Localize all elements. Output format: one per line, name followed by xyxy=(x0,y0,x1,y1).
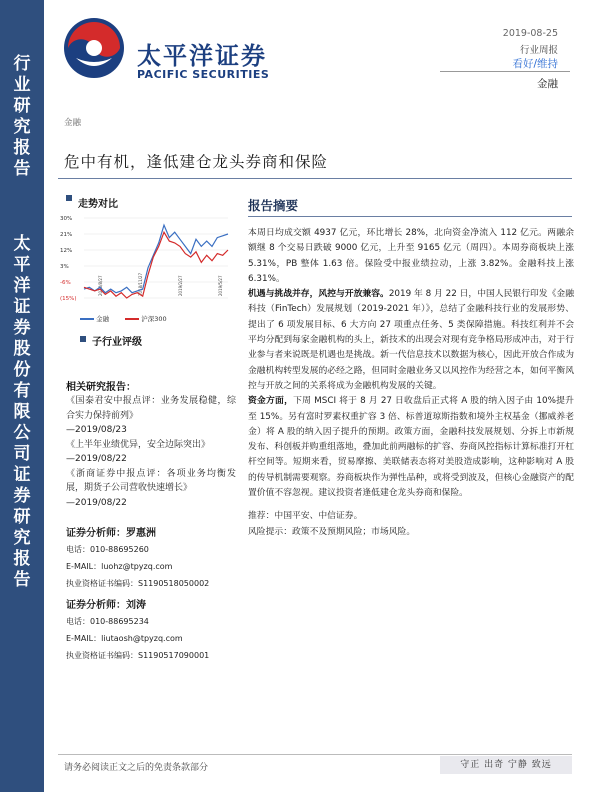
analyst-email[interactable]: E-MAIL：liutaosh@tpyzq.com xyxy=(66,634,183,643)
bottom-char: 研 xyxy=(13,507,31,527)
bottom-char: 司 xyxy=(13,444,31,464)
analyst-email[interactable]: E-MAIL：luohz@tpyzq.com xyxy=(66,562,173,571)
legend-swatch-hs300 xyxy=(125,318,139,320)
related-item: —2019/08/22 xyxy=(66,454,127,464)
footer-divider xyxy=(58,754,572,755)
top-char: 研 xyxy=(13,96,31,116)
analyst-card xyxy=(66,600,241,667)
top-char: 报 xyxy=(13,138,31,158)
legend-swatch-finance xyxy=(80,318,94,320)
analyst-name: 证券分析师：刘涛 xyxy=(66,600,146,611)
y-tick-label: 12% xyxy=(60,248,73,254)
summary-lead: 机遇与挑战并存，风控与开放兼容。 xyxy=(248,289,389,300)
sidebar-band-top xyxy=(0,0,44,188)
bottom-char: 太 xyxy=(13,234,31,254)
title-divider xyxy=(58,178,572,179)
related-list xyxy=(66,394,236,510)
sidebar-report-category xyxy=(0,54,44,180)
related-heading: 相关研究报告： xyxy=(66,382,136,393)
bottom-char: 报 xyxy=(13,549,31,569)
top-char: 业 xyxy=(13,75,31,95)
summary-body xyxy=(248,226,574,540)
top-char: 行 xyxy=(13,54,31,74)
x-tick-label: 2019/2/27 xyxy=(178,275,183,296)
bottom-char: 证 xyxy=(13,297,31,317)
x-tick-label: 2019/5/27 xyxy=(218,275,223,296)
summary-paragraph xyxy=(248,287,574,394)
related-item[interactable]: 《上半年业绩优异，安全边际突出》 xyxy=(66,439,211,450)
trend-chart xyxy=(58,208,236,308)
x-tick-label: 2018/8/27 xyxy=(98,275,103,296)
bottom-char: 平 xyxy=(13,255,31,275)
y-tick-label: -6% xyxy=(60,280,71,286)
y-tick-label: 30% xyxy=(60,216,73,222)
trend-heading: 走势对比 xyxy=(78,199,118,210)
bottom-char: 公 xyxy=(13,423,31,443)
logo-text-cn: 太平洋证券 xyxy=(137,42,267,70)
sector-tag: 金融 xyxy=(64,118,82,128)
logo-icon xyxy=(60,14,128,82)
logo-text-en: PACIFIC SECURITIES xyxy=(137,68,270,81)
sub-rating-heading: 子行业评级 xyxy=(92,337,142,348)
header-divider xyxy=(440,71,570,72)
report-type: 行业周报 xyxy=(519,45,558,56)
bottom-char: 限 xyxy=(13,402,31,422)
top-char: 究 xyxy=(13,117,31,137)
bullet-icon xyxy=(66,195,72,201)
analyst-card xyxy=(66,528,241,595)
recommendation: 推荐：中国平安、中信证券。 xyxy=(248,511,363,522)
footer-disclaimer[interactable]: 请务必阅读正文之后的免责条款部分 xyxy=(64,763,209,773)
footer-motto: 守正 出奇 宁静 致远 xyxy=(440,756,572,774)
summary-text: 2019 年 8 月 22 日，中国人民银行印发《金融科技（FinTech）发展规划（2019-2021 年）》，总结了金融科技行业的发展形势、提出了 6 项发展目标、6 大方向 27 项重点任务、5 类保障措施。科技红利并不会平均分配到每家金融机构的头上，新技术的出现会对现有竞争格局形成冲击，对于行业参与者来说既是机遇也是挑战。新一代信息技术以数据为核心，因此开放合作成为金融机构转型发展的必经之路，但同时金融业务又以风控作为经营之本，如何平衡风控与开放之间的关系将成为金融机构发展的关键。 xyxy=(248,289,574,391)
summary-paragraph xyxy=(248,394,574,501)
analyst-cert: 执业资格证书编码：S1190517090001 xyxy=(66,651,210,660)
bullet-icon xyxy=(80,336,86,342)
y-tick-label: (15%) xyxy=(60,296,77,302)
sidebar-band-bottom xyxy=(0,188,44,792)
bottom-char: 券 xyxy=(13,486,31,506)
risk-warning: 风险提示：政策不及预期风险；市场风险。 xyxy=(248,526,416,537)
summary-text: 下周 MSCI 将于 8 月 27 日收盘后正式将 A 股的纳入因子由 10%提升至 15%。另有富时罗素权重扩容 3 倍、标普道琼斯指数和境外主权基金（挪威养老金）将 A 股的纳入因子提升的预期。政策方面，金融科技发展规划、分拆上市新规发布、科创板并购重组落地，叠加此前两融标的扩容、券商风控指标计算标准打开杠杆空间等。短期来看，贸易摩擦、美联储表态将对美股造成影响，这种影响对 A 股的传导机制需要观察。券商板块作为弹性品种，或将受到波及，但核心金融资产的配置价值不容忽视。建议投资者逢低建仓龙头券商和保险。 xyxy=(248,396,574,499)
related-item: —2019/08/23 xyxy=(66,425,127,435)
bottom-char: 证 xyxy=(13,465,31,485)
analyst-cert: 执业资格证书编码：S1190518050002 xyxy=(66,579,210,588)
summary-heading: 报告摘要 xyxy=(248,198,299,213)
page-title: 危中有机，逢低建仓龙头券商和保险 xyxy=(64,153,329,171)
legend-label-finance: 金融 xyxy=(96,315,110,323)
y-tick-label: 3% xyxy=(60,264,69,270)
y-tick-label: 21% xyxy=(60,232,73,238)
bottom-char: 有 xyxy=(13,381,31,401)
chart-legend xyxy=(80,314,167,323)
related-item[interactable]: 《国泰君安中报点评：业务发展稳健，综合实力保持前列》 xyxy=(66,396,236,421)
analyst-phone: 电话：010-88695260 xyxy=(66,545,149,554)
bottom-char: 份 xyxy=(13,360,31,380)
industry-label: 金融 xyxy=(537,78,558,90)
x-tick-label: 2018/11/27 xyxy=(138,272,143,296)
bottom-char: 券 xyxy=(13,318,31,338)
top-char: 告 xyxy=(13,159,31,179)
related-item: —2019/08/22 xyxy=(66,497,127,508)
bottom-char: 告 xyxy=(13,570,31,590)
summary-paragraph: 本周日均成交额 4937 亿元，环比增长 28%，北向资金净流入 112 亿元。两融余额继 8 个交易日跌破 9000 亿元，上升至 9165 亿元（周四）。本周券商板块上涨 5.31%，PB 整体 1.63 倍。保险受中报业绩拉动，上涨 3.82%。金融科技上涨 6.31%。 xyxy=(248,228,574,284)
summary-divider xyxy=(248,216,572,217)
bottom-char: 究 xyxy=(13,528,31,548)
report-date: 2019-08-25 xyxy=(502,28,558,39)
analyst-name: 证券分析师：罗惠洲 xyxy=(66,528,156,539)
related-item[interactable]: 《浙商证券中报点评：各项业务均衡发展，期货子公司营收快速增长》 xyxy=(66,468,236,493)
series-line-finance xyxy=(84,225,228,293)
rating-badge: 看好/维持 xyxy=(512,58,558,70)
sidebar-company-name xyxy=(0,234,44,591)
bottom-char: 股 xyxy=(13,339,31,359)
analyst-phone: 电话：010-88695234 xyxy=(66,617,149,626)
bottom-char: 洋 xyxy=(13,276,31,296)
legend-label-hs300: 沪深300 xyxy=(141,315,167,323)
summary-lead: 资金方面， xyxy=(248,396,294,407)
